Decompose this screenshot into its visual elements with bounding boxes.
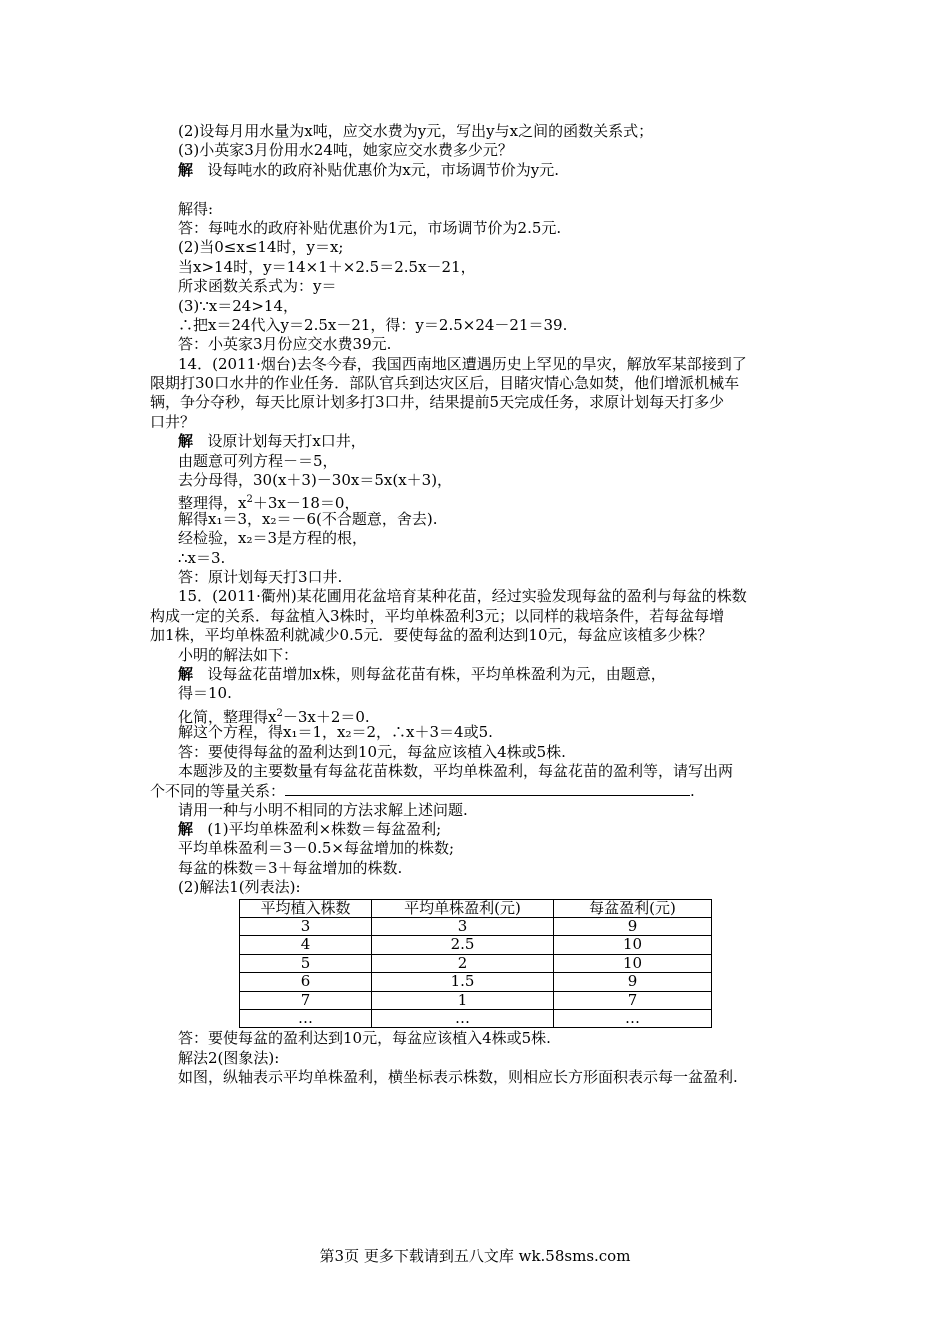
problem-14-line: 限期打30口水井的作业任务．部队官兵到达灾区后，目睹灾情心急如焚，他们增派机械车 bbox=[150, 374, 740, 393]
text-span: 设原计划每天打x口井， bbox=[207, 432, 366, 451]
text-line: 由题意可列方程－＝5， bbox=[178, 451, 338, 470]
table-cell: 9 bbox=[554, 973, 712, 991]
table-cell: 1 bbox=[372, 991, 554, 1009]
solution-label: 解 bbox=[178, 664, 194, 683]
blank-gap bbox=[178, 180, 808, 199]
text-line: 每盆的株数＝3＋每盆增加的株数. bbox=[178, 858, 403, 877]
solution-label: 解 bbox=[178, 160, 194, 179]
table-cell: … bbox=[240, 1010, 372, 1028]
answer-blank bbox=[285, 781, 690, 796]
text-line: 解这个方程，得x₁＝1，x₂＝2，∴x＋3＝4或5. bbox=[178, 723, 493, 742]
table-cell: 1.5 bbox=[372, 973, 554, 991]
text-span: (1)平均单株盈利×株数＝每盆盈利; bbox=[207, 820, 442, 839]
text-line: 解得x₁＝3，x₂＝－6(不合题意，舍去). bbox=[178, 509, 438, 528]
text-line: 小明的解法如下： bbox=[178, 645, 299, 664]
text-span: 设每吨水的政府补贴优惠价为x元，市场调节价为y元. bbox=[207, 160, 560, 179]
text-line bbox=[178, 432, 808, 451]
text-line: 平均单株盈利＝3－0.5×每盆增加的株数; bbox=[178, 839, 455, 858]
table-row bbox=[240, 954, 712, 972]
text-span: 整理得，x bbox=[178, 494, 247, 513]
table-cell: 10 bbox=[554, 936, 712, 954]
text-line: ∴把x＝24代入y＝2.5x－21，得：y＝2.5×24－21＝39. bbox=[178, 315, 568, 334]
text-line: 答：要使得每盆的盈利达到10元，每盆应该植入4株或5株. bbox=[178, 742, 566, 761]
text-line: 当x>14时，y＝14×1＋×2.5＝2.5x－21， bbox=[178, 257, 476, 276]
text-span: ＋3x－18＝0， bbox=[252, 494, 360, 513]
table-cell: 2 bbox=[372, 954, 554, 972]
text-line: (3)小英家3月份用水24吨，她家应交水费多少元？ bbox=[178, 141, 513, 160]
text-line: 得＝10. bbox=[178, 684, 232, 703]
text-line bbox=[178, 820, 808, 839]
table-cell: 9 bbox=[554, 918, 712, 936]
problem-15-line: 15．(2011·衢州)某花圃用花盆培育某种花苗，经过实验发现每盆的盈利与每盆的株数 bbox=[178, 587, 747, 606]
table-row bbox=[240, 936, 712, 954]
text-line: 去分母得，30(x＋3)－30x＝5x(x＋3)， bbox=[178, 471, 453, 490]
text-line bbox=[178, 161, 808, 180]
text-line bbox=[150, 781, 808, 800]
problem-15-line: 加1株，平均单株盈利就减少0.5元．要使每盆的盈利达到10元，每盆应该植多少株？ bbox=[150, 626, 713, 645]
text-line bbox=[178, 665, 808, 684]
table-cell: … bbox=[554, 1010, 712, 1028]
text-line: 经检验，x₂＝3是方程的根， bbox=[178, 529, 368, 548]
problem-14-line: 口井？ bbox=[150, 412, 196, 431]
table-cell: 3 bbox=[240, 918, 372, 936]
text-line bbox=[178, 704, 808, 726]
table-cell: 2.5 bbox=[372, 936, 554, 954]
table-row bbox=[240, 1010, 712, 1028]
text-span: . bbox=[690, 782, 695, 801]
text-line: 本题涉及的主要数量有每盆花苗株数，平均单株盈利，每盆花苗的盈利等，请写出两 bbox=[178, 761, 734, 780]
table-header-cell: 平均植入株数 bbox=[240, 899, 372, 917]
text-span: －3x＋2＝0. bbox=[282, 707, 370, 726]
text-line: 所求函数关系式为：y＝ bbox=[178, 277, 337, 296]
table-header-row bbox=[240, 899, 712, 917]
table-header-cell: 平均单株盈利(元) bbox=[372, 899, 554, 917]
table-cell: 3 bbox=[372, 918, 554, 936]
text-span: 个不同的等量关系： bbox=[150, 782, 286, 801]
table-cell: 4 bbox=[240, 936, 372, 954]
problem-14-line: 辆，争分夺秒，每天比原计划多打3口井，结果提前5天完成任务，求原计划每天打多少 bbox=[150, 393, 725, 412]
text-line: (3)∵x＝24>14， bbox=[178, 296, 298, 315]
text-line: 答：每吨水的政府补贴优惠价为1元，市场调节价为2.5元. bbox=[178, 218, 562, 237]
table-cell: 5 bbox=[240, 954, 372, 972]
page-footer: 第3页 更多下载请到五八文库 wk.58sms.com bbox=[319, 1247, 631, 1265]
text-line: 解法2(图象法): bbox=[178, 1048, 280, 1067]
text-line: 解得: bbox=[178, 199, 214, 218]
text-line: (2)解法1(列表法): bbox=[178, 878, 301, 897]
text-line: 请用一种与小明不相同的方法求解上述问题. bbox=[178, 800, 468, 819]
table-header-cell: 每盆盈利(元) bbox=[554, 899, 712, 917]
table-row bbox=[240, 973, 712, 991]
table-cell: 10 bbox=[554, 954, 712, 972]
text-line: (2)当0≤x≤14时，y＝x; bbox=[178, 238, 344, 257]
solution-label: 解 bbox=[178, 432, 194, 451]
table-cell: 7 bbox=[240, 991, 372, 1009]
text-line bbox=[178, 490, 808, 513]
table-row bbox=[240, 918, 712, 936]
text-line: (2)设每月用水量为x吨，应交水费为y元，写出y与x之间的函数关系式； bbox=[178, 122, 654, 140]
table-cell: 6 bbox=[240, 973, 372, 991]
text-line: 答：要使每盆的盈利达到10元，每盆应该植入4株或5株. bbox=[178, 1029, 551, 1048]
solution-label: 解 bbox=[178, 820, 194, 839]
text-span: 设每盆花苗增加x株，则每盆花苗有株，平均单株盈利为元，由题意， bbox=[207, 664, 666, 683]
document-body bbox=[150, 122, 808, 1088]
text-line: 答：小英家3月份应交水费39元. bbox=[178, 335, 392, 354]
problem-14-line: 14．(2011·烟台)去冬今春，我国西南地区遭遇历史上罕见的旱灾，解放军某部接到了 bbox=[178, 354, 747, 373]
superscript: 2 bbox=[276, 707, 283, 719]
superscript: 2 bbox=[246, 494, 253, 506]
text-line: 答：原计划每天打3口井. bbox=[178, 567, 343, 586]
problem-15-line: 构成一定的关系．每盆植入3株时，平均单株盈利3元；以同样的栽培条件，若每盆每增 bbox=[150, 606, 725, 625]
text-line: ∴x＝3. bbox=[178, 548, 226, 567]
table-cell: … bbox=[372, 1010, 554, 1028]
data-table bbox=[239, 899, 712, 1029]
table-cell: 7 bbox=[554, 991, 712, 1009]
table-row bbox=[240, 991, 712, 1009]
text-line: 如图，纵轴表示平均单株盈利，横坐标表示株数，则相应长方形面积表示每一盆盈利. bbox=[178, 1068, 738, 1087]
text-span: 化简，整理得x bbox=[178, 707, 277, 726]
